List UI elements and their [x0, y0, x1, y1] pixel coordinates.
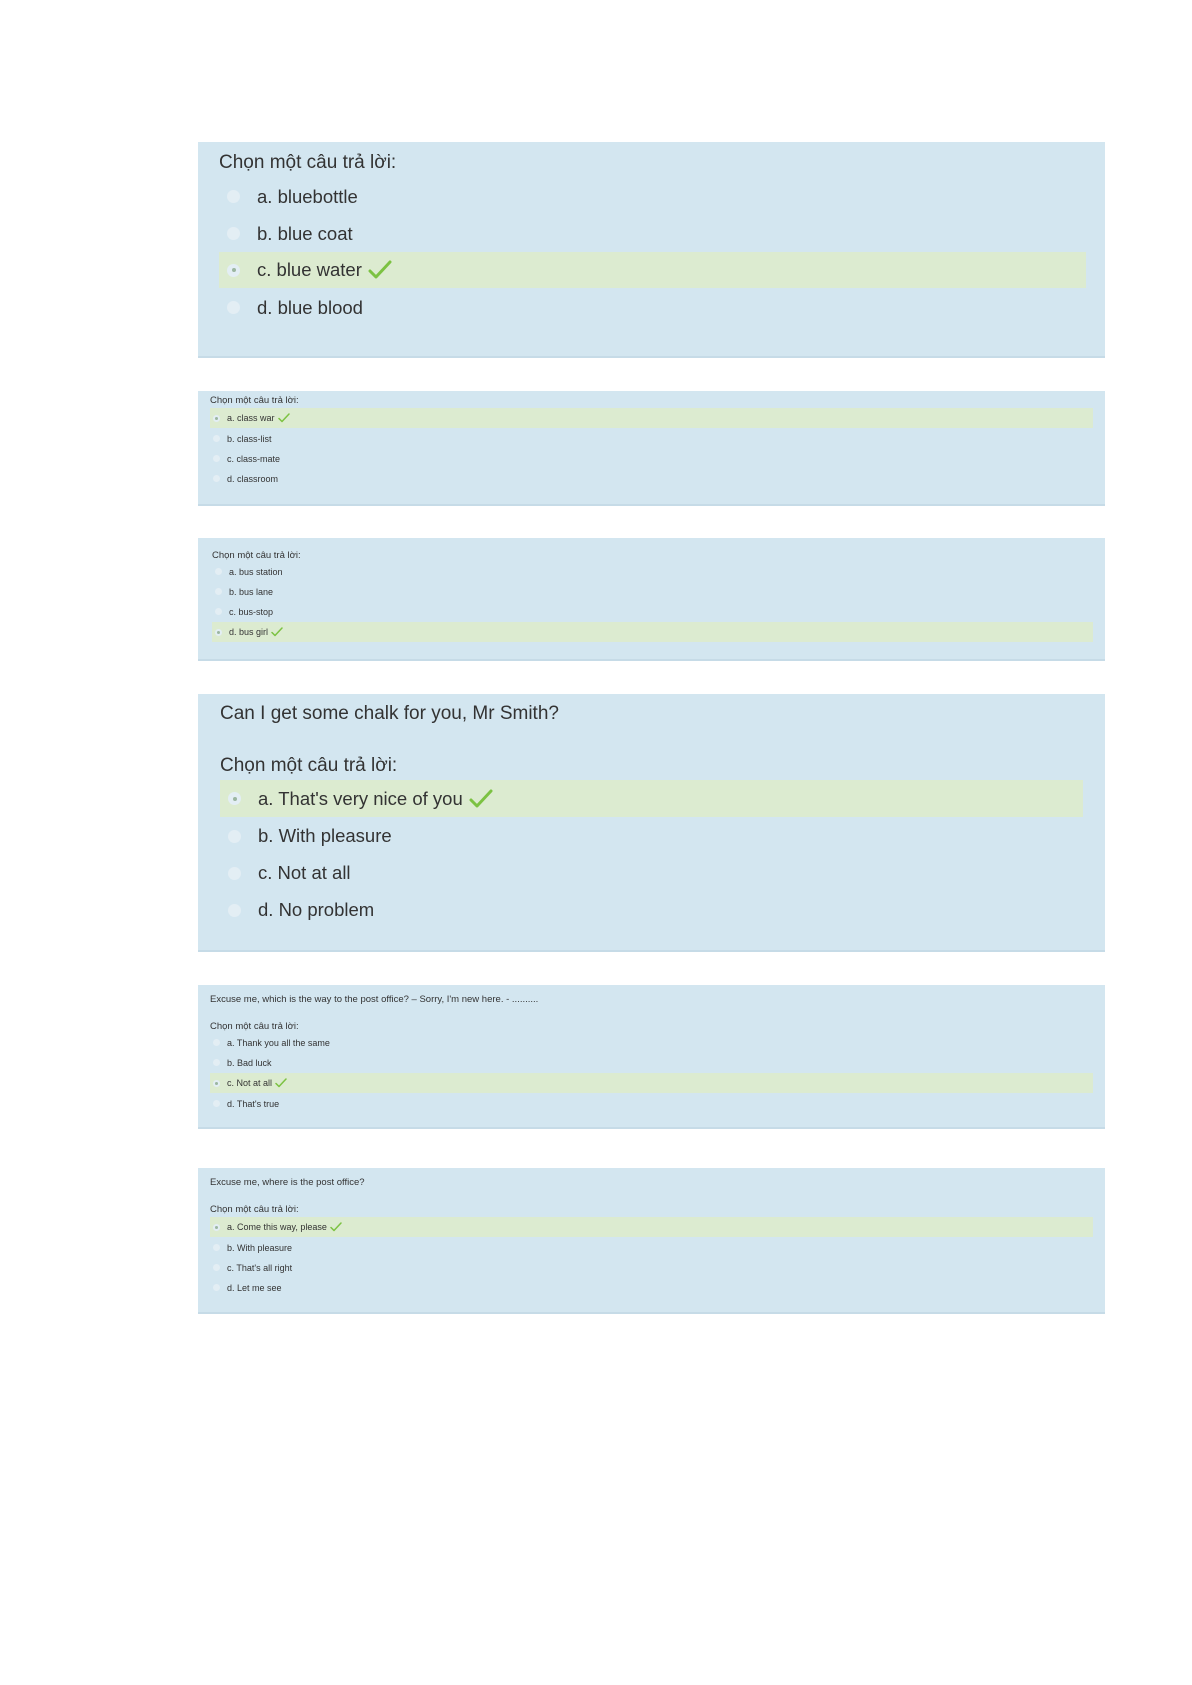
check-mark-icon: [271, 627, 283, 637]
radio-button-icon[interactable]: [227, 264, 240, 277]
option-label: b. blue coat: [257, 222, 353, 244]
check-mark-icon: [278, 413, 290, 423]
option-a[interactable]: [210, 408, 1093, 428]
radio-button-icon[interactable]: [213, 435, 220, 442]
option-label: d. Let me see: [227, 1282, 282, 1293]
question-text: Can I get some chalk for you, Mr Smith?: [220, 703, 559, 724]
option-label: d. bus girl: [229, 627, 269, 637]
radio-button-icon[interactable]: [213, 1284, 220, 1291]
option-a[interactable]: [210, 1033, 1093, 1052]
option-c[interactable]: [210, 1258, 1093, 1277]
radio-button-icon[interactable]: [227, 190, 240, 203]
radio-button-icon[interactable]: [213, 1224, 220, 1231]
option-c[interactable]: [219, 252, 1086, 288]
option-a[interactable]: [210, 1217, 1093, 1237]
option-d[interactable]: [210, 469, 1093, 488]
radio-button-icon[interactable]: [213, 1059, 220, 1066]
option-label: c. That's all right: [227, 1262, 293, 1273]
option-a[interactable]: [220, 780, 1083, 817]
option-label: c. Not at all: [227, 1078, 273, 1088]
radio-button-icon[interactable]: [213, 415, 220, 422]
option-label: d. classroom: [227, 473, 279, 484]
radio-button-icon[interactable]: [213, 1100, 220, 1107]
option-label: c. blue water: [257, 259, 362, 280]
check-mark-icon: [330, 1222, 342, 1232]
radio-button-icon[interactable]: [213, 475, 220, 482]
radio-button-icon[interactable]: [215, 608, 222, 615]
option-b[interactable]: [212, 582, 1093, 601]
question-card-4: [198, 694, 1105, 952]
radio-button-icon[interactable]: [213, 455, 220, 462]
option-label: c. class-mate: [227, 453, 281, 464]
radio-button-icon[interactable]: [228, 830, 241, 843]
option-d[interactable]: [210, 1094, 1093, 1113]
option-d[interactable]: [212, 622, 1093, 642]
question-card-6: [198, 1168, 1105, 1314]
option-b[interactable]: [210, 1053, 1093, 1072]
option-label: a. That's very nice of you: [258, 787, 463, 809]
option-label: d. That's true: [227, 1098, 280, 1109]
option-b[interactable]: [210, 429, 1093, 448]
option-label: a. class war: [227, 413, 275, 423]
radio-button-icon[interactable]: [227, 227, 240, 240]
option-b[interactable]: [210, 1238, 1093, 1257]
check-mark-icon: [368, 260, 392, 280]
question-text: Excuse me, which is the way to the post office? – Sorry, I'm new here. - ..........: [210, 994, 539, 1005]
option-b[interactable]: [219, 216, 1086, 251]
option-d[interactable]: [210, 1278, 1093, 1297]
option-label: a. Come this way, please: [227, 1222, 327, 1232]
option-label: b. With pleasure: [258, 825, 392, 846]
option-label: c. Not at all: [258, 862, 351, 883]
radio-button-icon[interactable]: [228, 867, 241, 880]
radio-button-icon[interactable]: [213, 1244, 220, 1251]
answer-prompt: Chọn một câu trả lời:: [210, 1204, 299, 1215]
option-d[interactable]: [219, 290, 1086, 325]
question-card-2: [198, 391, 1105, 506]
option-b[interactable]: [220, 818, 1083, 854]
question-text: Excuse me, where is the post office?: [210, 1177, 365, 1188]
option-a[interactable]: [212, 562, 1093, 581]
option-label: c. bus-stop: [229, 606, 274, 617]
option-label: d. blue blood: [257, 296, 363, 318]
radio-button-icon[interactable]: [228, 904, 241, 917]
option-label: b. Bad luck: [227, 1057, 272, 1068]
radio-button-icon[interactable]: [215, 629, 222, 636]
option-label: a. bus station: [229, 566, 283, 577]
option-c[interactable]: [220, 855, 1083, 891]
radio-button-icon[interactable]: [227, 301, 240, 314]
answer-prompt: Chọn một câu trả lời:: [210, 1021, 299, 1032]
answer-prompt: Chọn một câu trả lời:: [219, 152, 397, 173]
answer-prompt: Chọn một câu trả lời:: [220, 755, 398, 776]
option-label: d. No problem: [258, 899, 375, 920]
question-card-1: [198, 142, 1105, 358]
question-card-3: [198, 538, 1105, 661]
radio-button-icon[interactable]: [215, 568, 222, 575]
check-mark-icon: [275, 1078, 287, 1088]
option-label: b. bus lane: [229, 586, 274, 597]
option-c[interactable]: [210, 449, 1093, 468]
option-c[interactable]: [210, 1073, 1093, 1093]
radio-button-icon[interactable]: [215, 588, 222, 595]
answer-prompt: Chọn một câu trả lời:: [212, 550, 301, 561]
answer-prompt: Chọn một câu trả lời:: [210, 395, 299, 406]
option-a[interactable]: [219, 179, 1086, 214]
check-mark-icon: [469, 789, 493, 809]
option-label: b. With pleasure: [227, 1242, 293, 1253]
radio-button-icon[interactable]: [213, 1080, 220, 1087]
radio-button-icon[interactable]: [213, 1039, 220, 1046]
option-label: a. Thank you all the same: [227, 1037, 330, 1048]
question-card-5: [198, 985, 1105, 1129]
option-label: a. bluebottle: [257, 185, 358, 207]
option-d[interactable]: [220, 892, 1083, 928]
radio-button-icon[interactable]: [213, 1264, 220, 1271]
radio-button-icon[interactable]: [228, 792, 241, 805]
option-c[interactable]: [212, 602, 1093, 621]
option-label: b. class-list: [227, 433, 272, 444]
